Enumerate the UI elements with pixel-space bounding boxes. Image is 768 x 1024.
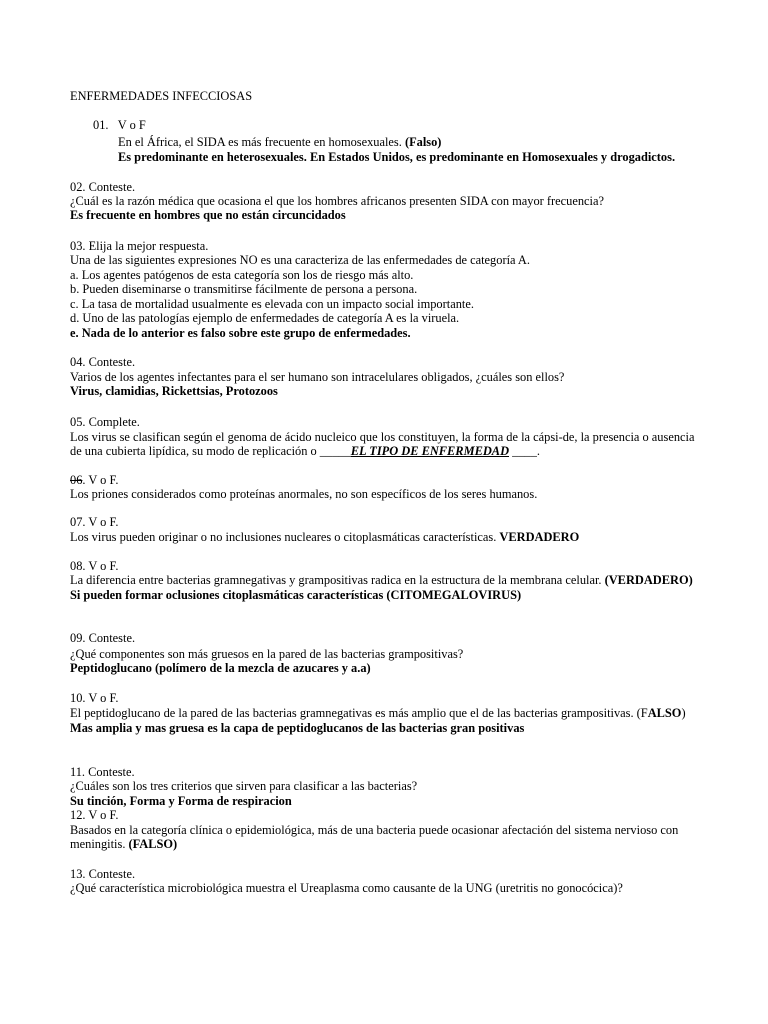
q10-answer-close: ) [681,706,686,720]
q12-header: 12. V o F. [70,808,119,822]
q11-answer: Su tinción, Forma y Forma de respiracion [70,794,292,808]
q09-header: 09. Conteste. [70,631,136,645]
q13-question: ¿Qué característica microbiológica muestra el Ureaplasma como causante de la UNG (uretritis no gonocócica)? [70,881,623,895]
q08-statement [70,573,693,588]
q09-question: ¿Qué componentes son más gruesos en la pared de las bacterias grampositivas? [70,647,464,661]
q03-header: 03. Elija la mejor respuesta. [70,239,209,253]
q10-header: 10. V o F. [70,691,119,705]
q06-type: . V o F. [82,473,119,487]
q08-header: 08. V o F. [70,559,119,573]
document-title: ENFERMEDADES INFECCIOSAS [70,89,253,103]
q06-statement: Los priones considerados como proteínas anormales, no son específicos de los seres humanos. [70,487,538,501]
q11-question: ¿Cuáles son los tres criterios que sirven para clasificar a las bacterias? [70,779,418,793]
q10-statement [70,706,686,721]
q03-option-d: d. Uno de las patologías ejemplo de enfermedades de categoría A es la viruela. [70,311,460,325]
q05-period: . [536,444,541,458]
q01-type: V o F [117,118,146,132]
q07-statement-text: Los virus pueden originar o no inclusiones nucleares o citoplasmáticas características. [70,530,500,544]
q06-struck-number: 06 [70,473,83,487]
q03-prompt: Una de las siguientes expresiones NO es una caracteriza de las enfermedades de categoría A. [70,253,530,267]
q02-header: 02. Conteste. [70,180,136,194]
q07-header: 07. V o F. [70,515,119,529]
q05-answer: EL TIPO DE ENFERMEDAD [350,444,510,458]
q12-line1: Basados en la categoría clínica o epidemiológica, más de una bacteria puede ocasionar afectación del sistema nervioso con [70,823,679,837]
q09-answer: Peptidoglucano (polímero de la mezcla de azucares y a.a) [70,661,371,675]
q03-option-a: a. Los agentes patógenos de esta categoría son los de riesgo más alto. [70,268,414,282]
q11-header: 11. Conteste. [70,765,135,779]
q05-line2 [70,444,540,459]
q12-answer: (FALSO) [128,837,178,851]
q04-header: 04. Conteste. [70,355,136,369]
q12-line2 [70,837,177,852]
q06-header [70,473,118,488]
q13-header: 13. Conteste. [70,867,136,881]
q07-answer: VERDADERO [499,530,580,544]
q02-question: ¿Cuál es la razón médica que ocasiona el que los hombres africanos presenten SIDA con mayor frecuencia? [70,194,604,208]
q05-blank-before: _____ [319,444,351,458]
q03-option-e: e. Nada de lo anterior es falso sobre este grupo de enfermedades. [70,326,411,340]
q02-answer: Es frecuente en hombres que no están circuncidados [70,208,346,222]
q10-statement-text: El peptidoglucano de la pared de las bacterias gramnegativas es más amplio que el de las bacterias grampositivas. (F [70,706,648,720]
q08-answer: (VERDADERO) [604,573,693,587]
q01-number: 01. [93,118,109,132]
q04-question: Varios de los agentes infectantes para el ser humano son intracelulares obligados, ¿cuáles son ellos? [70,370,565,384]
q01-note: Es predominante en heterosexuales. En Estados Unidos, es predominante en Homosexuales y drogadictos. [118,150,676,164]
q08-note: Si pueden formar oclusiones citoplasmáticas características (CITOMEGALOVIRUS) [70,588,522,602]
q04-answer: Virus, clamidias, Rickettsias, Protozoos [70,384,278,398]
q10-note: Mas amplia y mas gruesa es la capa de peptidoglucanos de las bacterias gran positivas [70,721,525,735]
q10-answer: ALSO [647,706,682,720]
q07-statement [70,530,579,545]
q01-header [93,118,146,133]
q08-statement-text: La diferencia entre bacterias gramnegativas y grampositivas radica en la estructura de la membrana celular. [70,573,605,587]
q01-statement-text: En el África, el SIDA es más frecuente en homosexuales. [118,135,405,149]
q05-line1: Los virus se clasifican según el genoma de ácido nucleico que los constituyen, la forma de la cápsi-de, la presencia o ausencia [70,430,695,444]
q12-line2-text: meningitis. [70,837,129,851]
q05-line2-text: de una cubierta lipídica, su modo de replicación o [70,444,320,458]
q03-option-b: b. Pueden diseminarse o transmitirse fácilmente de persona a persona. [70,282,418,296]
q05-header: 05. Complete. [70,415,140,429]
q05-blank-after: ____ [512,444,537,458]
q03-option-c: c. La tasa de mortalidad usualmente es elevada con un impacto social importante. [70,297,474,311]
q01-answer: (Falso) [404,135,442,149]
q01-statement [118,135,441,150]
